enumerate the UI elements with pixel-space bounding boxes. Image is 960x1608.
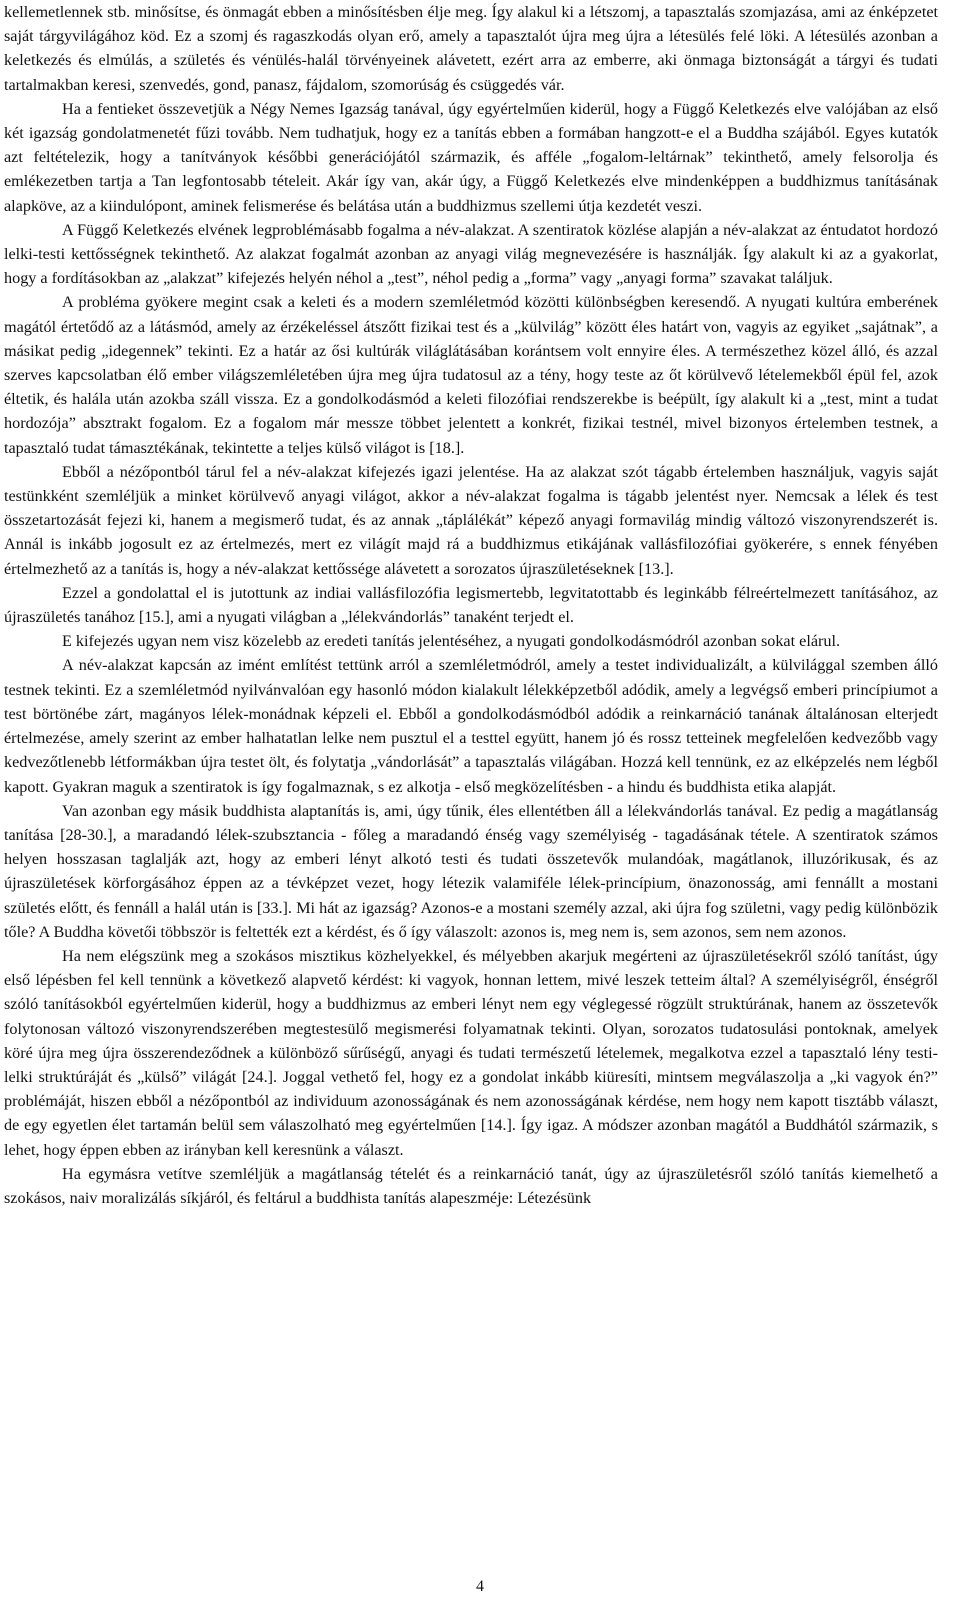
paragraph: Ha egymásra vetítve szemléljük a magátlanság tételét és a reinkarnáció tanát, úgy az újraszületésről szóló tanítás kiemelhető a szokásos, naiv moralizálás síkjáról, és feltárul a buddhista tanítás alapeszméje: Létezésünk <box>4 1164 938 1207</box>
paragraph: Ha a fentieket összevetjük a Négy Nemes Igazság tanával, úgy egyértelműen kiderül, hogy a Függő Keletkezés elve valójában az első két igazság gondolatmenetét fűzi tovább. Nem tudhatjuk, hogy ez a tanítás ebben a formában hangzott-e el a Buddha szájából. Egyes kutatók azt feltételezik, hogy a tanítványok későbbi generációjától származik, és afféle „fogalom-leltárnak” tekinthető, amely felsorolja és emlékezetben tartja a Tan legfontosabb tételeit. Akár így van, akár úgy, a Függő Keletkezés elve mindenképpen a buddhizmus tanításának alapköve, az a kiindulópont, aminek felismerése és belátása után a buddhizmus szellemi útja kezdetét veszi. <box>4 99 938 215</box>
paragraph: A probléma gyökere megint csak a keleti és a modern szemléletmód közötti különbségben keresendő. A nyugati kultúra emberének magától értetődő az a látásmód, amely az érzékeléssel átszőtt fizikai test és a „külvilág” között éles határt von, vagyis az egyiket „sajátnak”, a másikat pedig „idegennek” tekinti. Ez a határ az ősi kultúrák világlátásában korántsem volt ennyire éles. A természethez közel álló, és azzal szerves kapcsolatban élő ember világszemléletében újra meg újra tudatosul az a tény, hogy teste az őt körülvevő lételemekből épül fel, azok éltetik, és halála után azokba száll vissza. Ez a gondolkodásmód a keleti filozófiai rendszerekbe is beépült, így alakult ki a „test, mint a tudat hordozója” absztrakt fogalom. Ez a fogalom már messze többet jelentett a konkrét, fizikai testnél, mivel bizonyos értelemben testnek, a tapasztaló tudat támasztékának, tekintette a teljes külső világot is [18.]. <box>4 293 938 457</box>
paragraph: A név-alakzat kapcsán az imént említést tettünk arról a szemléletmódról, amely a testet individualizált, a külvilággal szemben álló testnek tekinti. Ez a szemléletmód nyilvánvalóan egy hasonló módon kialakult lélekképzetből adódik, amely a legvégső emberi princípiumot a test börtönébe zárt, magányos lélek-monádnak képzeli el. Ebből a gondolkodásmódból adódik a reinkarnáció tanának általánosan elterjedt értelmezése, amely szerint az ember halhatatlan lelke nem pusztul el a testtel együtt, hanem jó és rossz tetteinek megfelelően kedvezőbb vagy kedvezőtlenebb létformákban újra testet ölt, és folytatja „vándorlását” a tapasztalás világában. Hozzá kell tennünk, ez az elképzelés nem légből kapott. Gyakran maguk a szentiratok is így fogalmaznak, s ez alkotja - első megközelítésben - a hindu és buddhista etika alapját. <box>4 656 938 796</box>
paragraph: A Függő Keletkezés elvének legproblémásabb fogalma a név-alakzat. A szentiratok közlése alapján a név-alakzat az éntudatot hordozó lelki-testi kettősségnek tekinthető. Az alakzat fogalmát azonban az anyagi világ megnevezésére is használják. Így alakult ki az a gyakorlat, hogy a fordításokban az „alakzat” kifejezés helyén néhol a „test”, néhol pedig a „forma” vagy „anyagi forma” szavakat találjuk. <box>4 220 938 288</box>
page-number: 4 <box>476 1578 484 1595</box>
paragraph: Ebből a nézőpontból tárul fel a név-alakzat kifejezés igazi jelentése. Ha az alakzat szót tágabb értelemben használjuk, vagyis saját testünkként szemléljük a minket körülvevő anyagi világot, akkor a név-alakzat fogalma is tágabb jelentést nyer. Nemcsak a lélek és test összetartozását fejezi ki, hanem a megismerő tudat, és az annak „táplálékát” képező anyagi formavilág mindig változó viszonyrendszerét is. Annál is inkább jogosult ez az értelmezés, mert ez világít majd rá a buddhizmus etikájának vallásfilozófiai gyökerére, s ennek fényében értelmezhető az a tanítás is, hogy a név-alakzat kettőssége alávetett a sorozatos újraszületéseknek [13.]. <box>4 462 938 578</box>
paragraph: Ezzel a gondolattal el is jutottunk az indiai vallásfilozófia legismertebb, legvitatottabb és leginkább félreértelmezett tanításához, az újraszületés tanához [15.], ami a nyugati világban a „lélekvándorlás” tanaként terjedt el. <box>4 583 938 627</box>
paragraph: Ha nem elégszünk meg a szokásos misztikus közhelyekkel, és mélyebben akarjuk megérteni az újraszületésekről szóló tanítást, úgy első lépésben fel kell tennünk a következő alapvető kérdést: ki vagyok, honnan lettem, mivé leszek tetteim által? A személyiségről, énségről szóló tanításokból egyértelműen kiderül, hogy a buddhizmus az emberi lényt nem egy véglegessé rögzült struktúrának, hanem az összetevők folytonosan változó viszonyrendszerében megtestesülő megismerési folyamatnak tekinti. Olyan, sorozatos tudatosulási pontoknak, amelyek köré újra meg újra összerendeződnek a különböző sűrűségű, anyagi és tudati természetű lételemek, megalkotva ezzel a tapasztaló lény testi-lelki struktúráját és „külső” világát [24.]. Joggal vethető fel, hogy ez a gondolat inkább kiüresíti, mintsem megválaszolja a „ki vagyok én?” problémáját, hiszen ebből a nézőpontból az individuum azonosságának és nem azonosságának kérdése, nem hogy nem kapott tisztább választ, de egy egyetlen élet tartamán belül sem válaszolható meg egyértelműen [14.]. Így igaz. A módszer azonban magától a Buddhától származik, s lehet, hogy éppen ebben az irányban kell keresnünk a választ. <box>4 946 938 1159</box>
document-body <box>4 0 938 1210</box>
paragraph: Van azonban egy másik buddhista alaptanítás is, ami, úgy tűnik, éles ellentétben áll a lélekvándorlás tanával. Ez pedig a magátlanság tanítása [28-30.], a maradandó lélek-szubsztancia - főleg a maradandó énség vagy személyiség - tagadásának tétele. A szentiratok számos helyen hosszasan taglalják azt, hogy az emberi lényt alkotó testi és tudati összetevők mulandóak, magátlanok, illuzórikusak, és az újraszületések körforgásához éppen az a tévképzet vezet, hogy létezik valamiféle lélek-princípium, önazonosság, ami fennállt a mostani születés előtt, és fennáll a halál után is [33.]. Mi hát az igazság? Azonos-e a mostani személy azzal, aki újra fog születni, vagy pedig különbözik tőle? A Buddha követői többször is feltették ezt a kérdést, és ő így válaszolt: azonos is, meg nem is, sem azonos, sem nem azonos. <box>4 801 938 941</box>
paragraph: E kifejezés ugyan nem visz közelebb az eredeti tanítás jelentéséhez, a nyugati gondolkodásmódról azonban sokat elárul. <box>62 632 841 651</box>
paragraph: kellemetlennek stb. minősítse, és önmagát ebben a minősítésben élje meg. Így alakul ki a létszomj, a tapasztalás szomjazása, ami az énképzetet saját tárgyvilágához köd. Ez a szomj és ragaszkodás olyan erő, amely a tapasztalót újra meg újra a létesülés felé löki. A létesülés azonban a keletkezés és elmúlás, a születés és vénülés-halál törvényeinek alávetett, ezért arra az emberre, aki önmaga biztonságát a tárgyi és tudati tartalmakban keresi, szenvedés, gond, panasz, fájdalom, szomorúság és csüggedés vár. <box>4 3 938 94</box>
